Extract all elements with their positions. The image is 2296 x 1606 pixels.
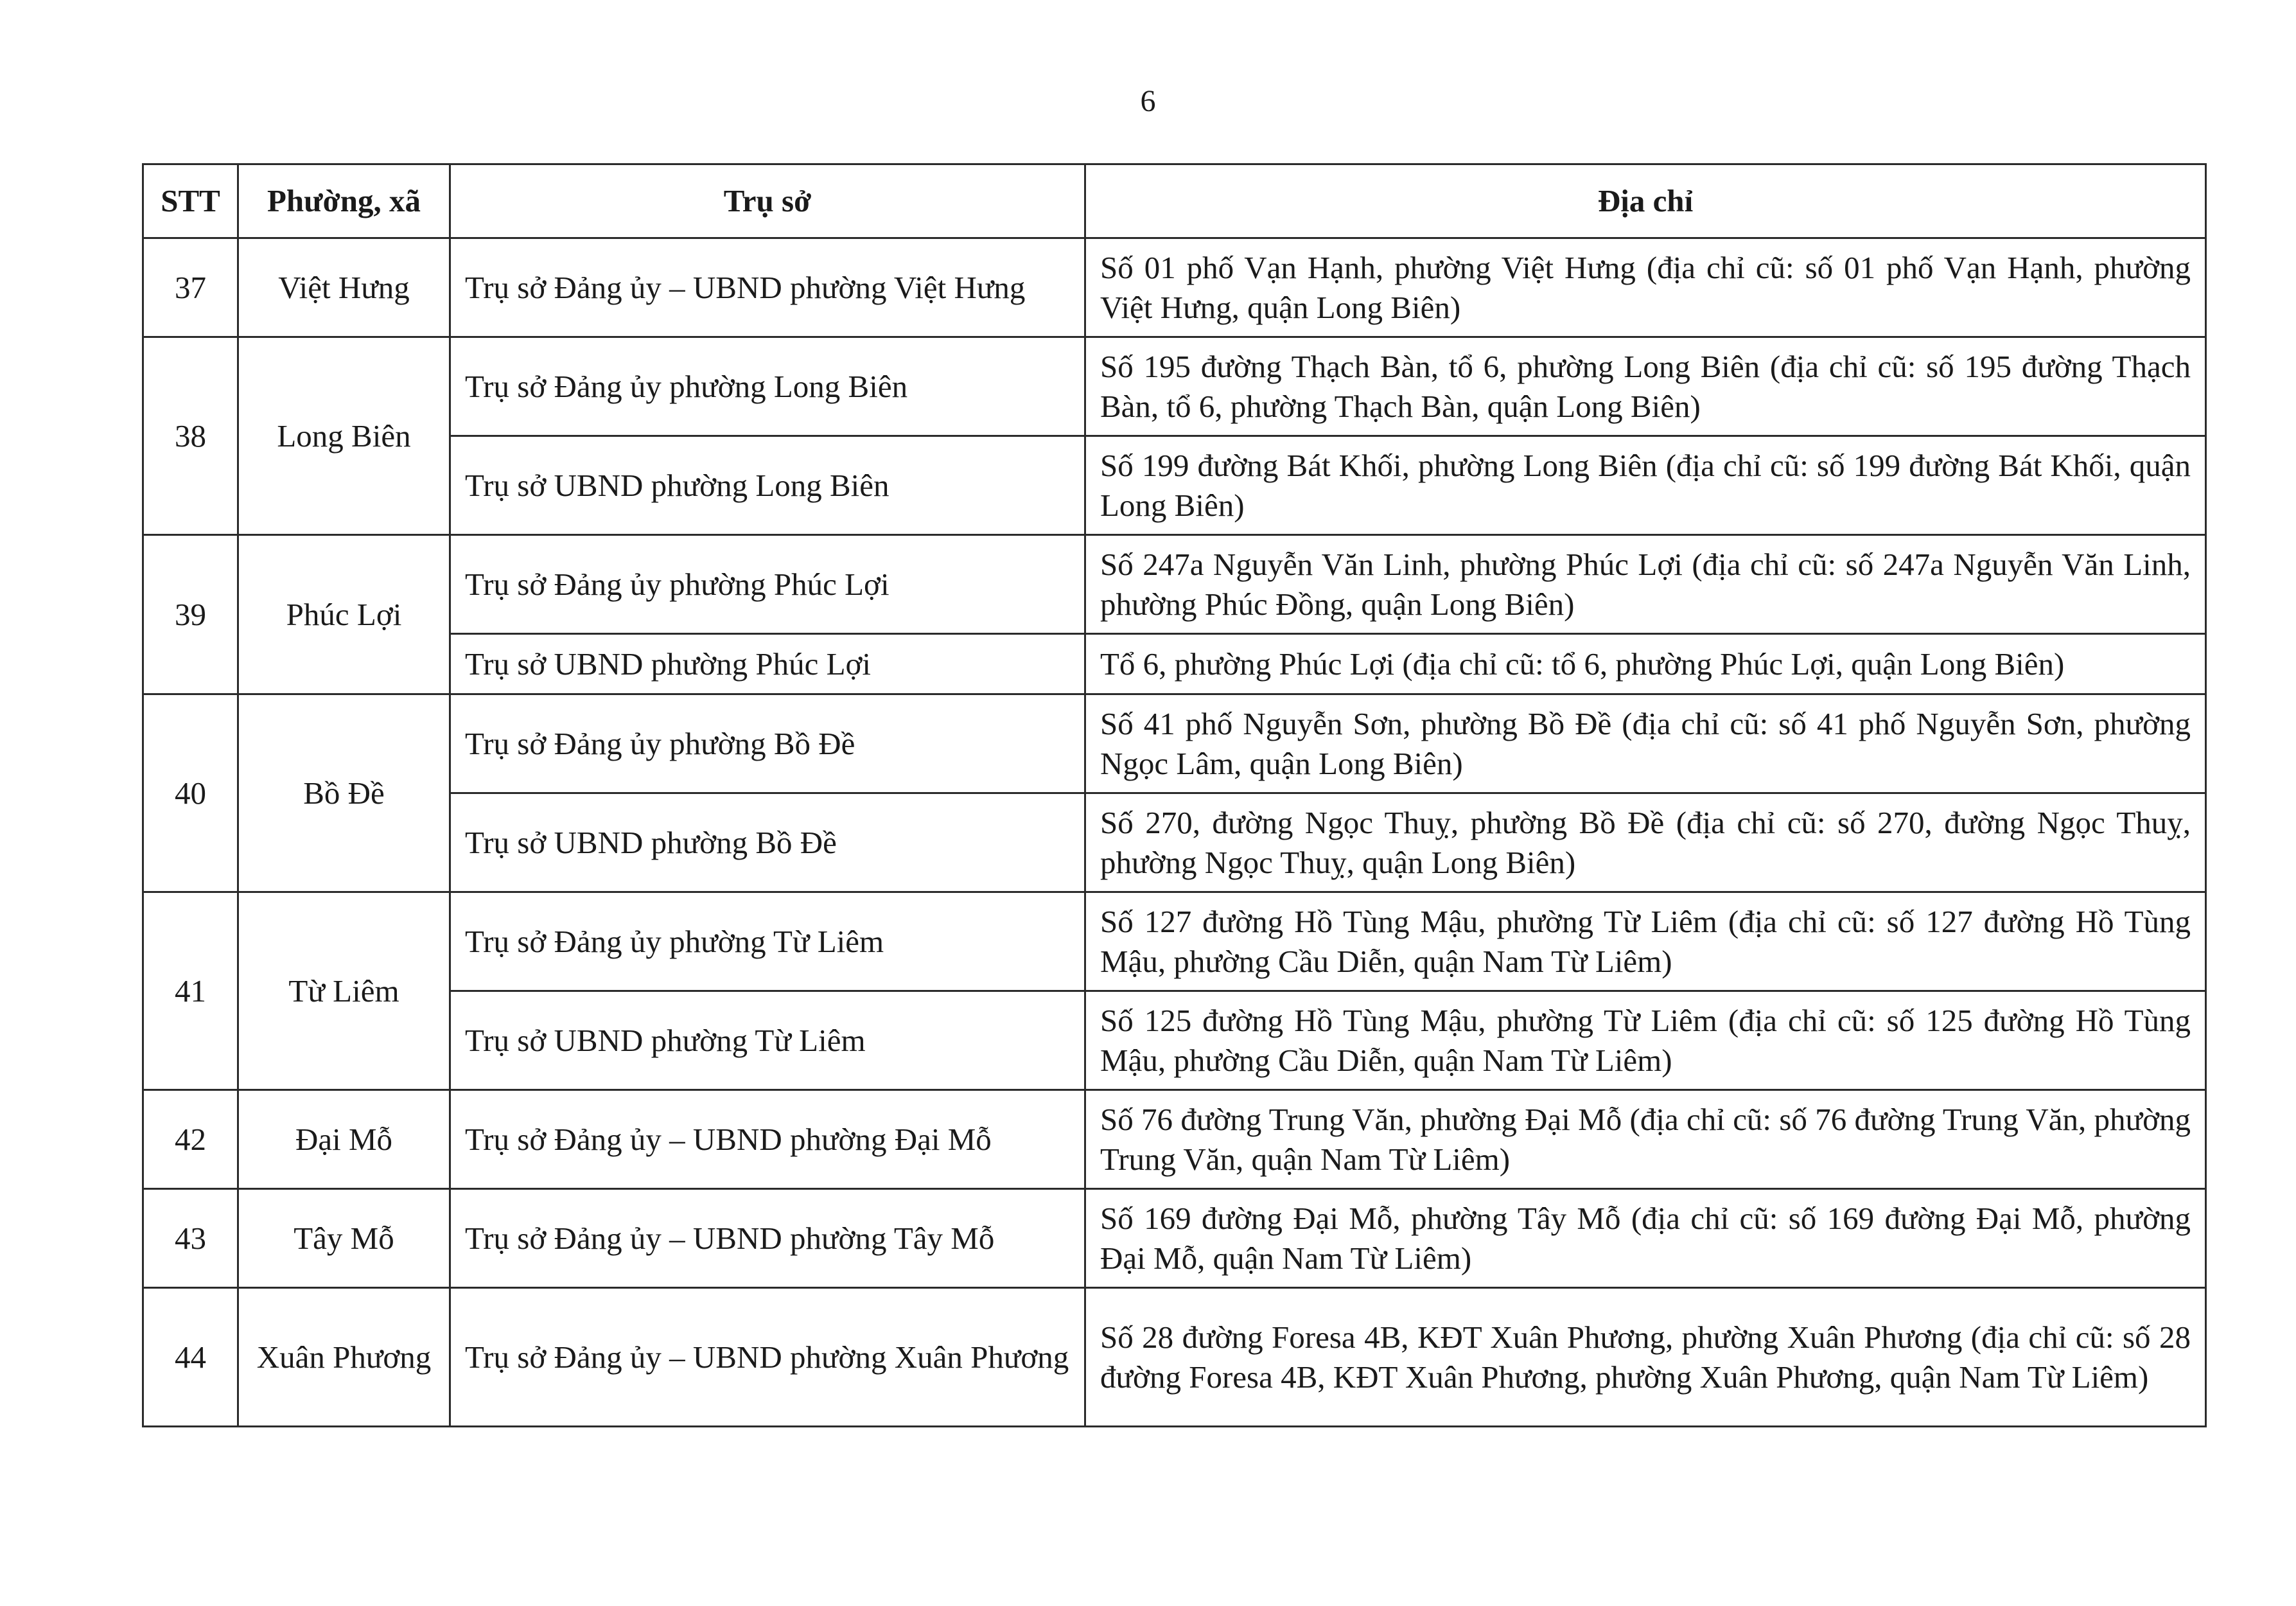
row-address: Số 199 đường Bát Khối, phường Long Biên (địa chỉ cũ: số 199 đường Bát Khối, quận Long Biên) [1085,436,2206,535]
row-headquarters: Trụ sở Đảng ủy – UBND phường Tây Mỗ [450,1189,1085,1288]
row-ward: Xuân Phương [238,1288,450,1427]
row-address: Số 247a Nguyễn Văn Linh, phường Phúc Lợi (địa chỉ cũ: số 247a Nguyễn Văn Linh, phường Phúc Đồng, quận Long Biên) [1085,535,2206,634]
row-headquarters: Trụ sở Đảng ủy phường Từ Liêm [450,892,1085,991]
row-address: Số 41 phố Nguyễn Sơn, phường Bồ Đề (địa chỉ cũ: số 41 phố Nguyễn Sơn, phường Ngọc Lâm, quận Long Biên) [1085,694,2206,793]
row-stt: 41 [143,892,238,1090]
row-stt: 44 [143,1288,238,1427]
row-headquarters: Trụ sở Đảng ủy – UBND phường Việt Hưng [450,238,1085,337]
row-address: Số 169 đường Đại Mỗ, phường Tây Mỗ (địa chỉ cũ: số 169 đường Đại Mỗ, phường Đại Mỗ, quận Nam Từ Liêm) [1085,1189,2206,1288]
row-headquarters: Trụ sở UBND phường Từ Liêm [450,991,1085,1090]
table-row [143,1288,2206,1427]
table-row [143,991,2206,1090]
row-address: Số 125 đường Hồ Tùng Mậu, phường Từ Liêm (địa chỉ cũ: số 125 đường Hồ Tùng Mậu, phường Cầu Diễn, quận Nam Từ Liêm) [1085,991,2206,1090]
table-row [143,892,2206,991]
row-ward: Tây Mỗ [238,1189,450,1288]
row-stt: 43 [143,1189,238,1288]
table-header-row [143,164,2206,238]
table-row [143,436,2206,535]
row-address: Số 28 đường Foresa 4B, KĐT Xuân Phương, phường Xuân Phương (địa chỉ cũ: số 28 đường Foresa 4B, KĐT Xuân Phương, phường Xuân Phương, quận Nam Từ Liêm) [1085,1288,2206,1427]
table-row [143,535,2206,634]
row-headquarters: Trụ sở Đảng ủy – UBND phường Xuân Phương [450,1288,1085,1427]
row-stt: 42 [143,1090,238,1189]
row-stt: 38 [143,337,238,535]
row-address: Số 127 đường Hồ Tùng Mậu, phường Từ Liêm (địa chỉ cũ: số 127 đường Hồ Tùng Mậu, phường Cầu Diễn, quận Nam Từ Liêm) [1085,892,2206,991]
row-ward: Long Biên [238,337,450,535]
table-row [143,694,2206,793]
row-ward: Bồ Đề [238,694,450,892]
page-number: 6 [1140,84,1156,118]
header-address: Địa chỉ [1085,164,2206,238]
row-headquarters: Trụ sở Đảng ủy phường Bồ Đề [450,694,1085,793]
header-stt: STT [143,164,238,238]
row-address: Số 76 đường Trung Văn, phường Đại Mỗ (địa chỉ cũ: số 76 đường Trung Văn, phường Trung Văn, quận Nam Từ Liêm) [1085,1090,2206,1189]
row-address: Số 270, đường Ngọc Thuỵ, phường Bồ Đề (địa chỉ cũ: số 270, đường Ngọc Thuỵ, phường Ngọc Thuỵ, quận Long Biên) [1085,793,2206,892]
row-headquarters: Trụ sở Đảng ủy phường Long Biên [450,337,1085,436]
header-ward: Phường, xã [238,164,450,238]
row-ward: Việt Hưng [238,238,450,337]
row-headquarters: Trụ sở UBND phường Phúc Lợi [450,634,1085,694]
row-headquarters: Trụ sở Đảng ủy – UBND phường Đại Mỗ [450,1090,1085,1189]
row-headquarters: Trụ sở UBND phường Long Biên [450,436,1085,535]
row-ward: Phúc Lợi [238,535,450,694]
table-row [143,634,2206,694]
row-ward: Đại Mỗ [238,1090,450,1189]
header-headquarters: Trụ sở [450,164,1085,238]
row-address: Số 01 phố Vạn Hạnh, phường Việt Hưng (địa chỉ cũ: số 01 phố Vạn Hạnh, phường Việt Hưng, quận Long Biên) [1085,238,2206,337]
row-address: Tổ 6, phường Phúc Lợi (địa chỉ cũ: tổ 6, phường Phúc Lợi, quận Long Biên) [1085,634,2206,694]
table-row [143,238,2206,337]
row-headquarters: Trụ sở Đảng ủy phường Phúc Lợi [450,535,1085,634]
table-row [143,793,2206,892]
row-stt: 37 [143,238,238,337]
table-row [143,1189,2206,1288]
table-row [143,1090,2206,1189]
row-address: Số 195 đường Thạch Bàn, tổ 6, phường Long Biên (địa chỉ cũ: số 195 đường Thạch Bàn, tổ 6, phường Thạch Bàn, quận Long Biên) [1085,337,2206,436]
row-stt: 40 [143,694,238,892]
row-headquarters: Trụ sở UBND phường Bồ Đề [450,793,1085,892]
table-row [143,337,2206,436]
row-ward: Từ Liêm [238,892,450,1090]
row-stt: 39 [143,535,238,694]
headquarters-table [142,163,2207,1427]
